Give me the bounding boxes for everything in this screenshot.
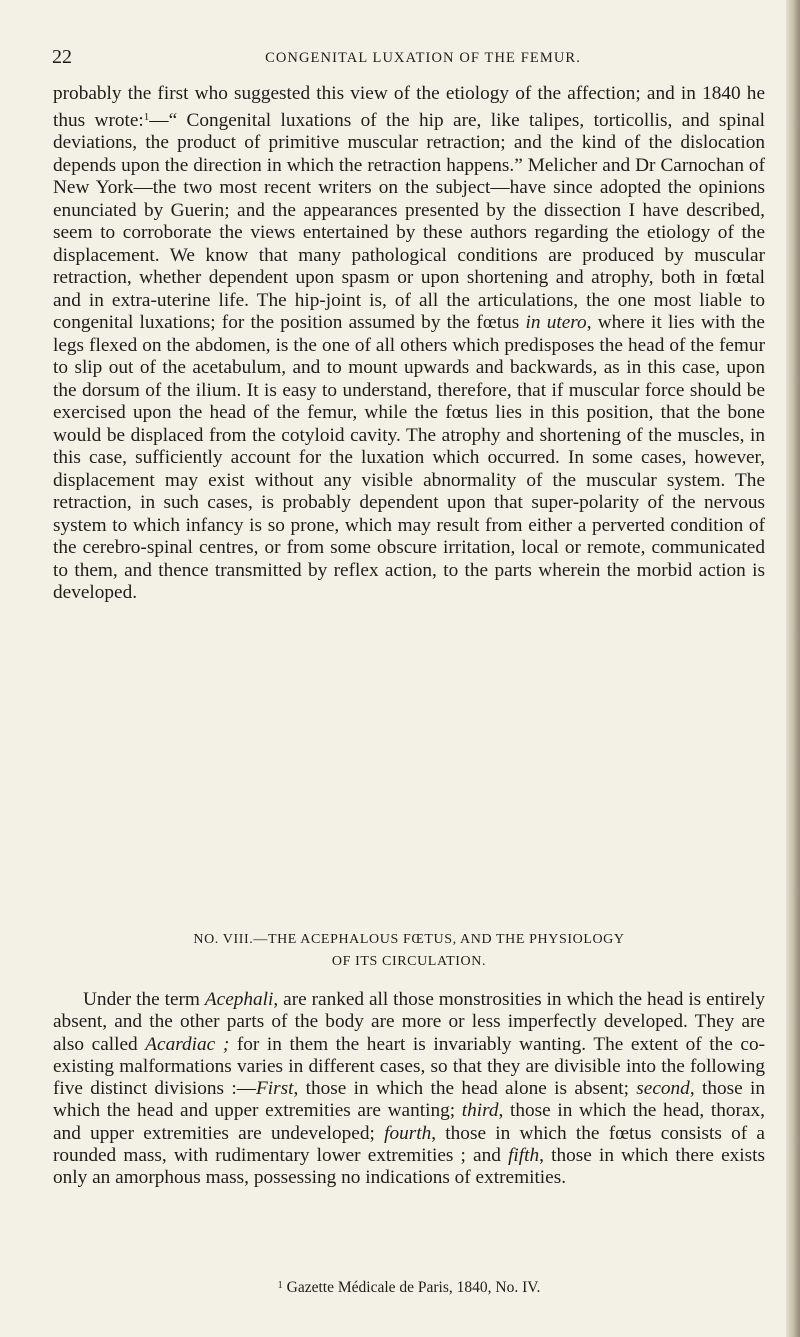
footnote	[53, 1279, 765, 1297]
text-run: Under the term	[83, 989, 205, 1010]
italic-run: First	[256, 1078, 294, 1100]
page-header	[52, 44, 774, 72]
section-heading	[53, 929, 765, 973]
footnote-ref: 1	[143, 110, 150, 123]
page-edge-shadow	[786, 0, 800, 1337]
text-run: for in them the heart is invariably wanting. The extent of the co-existing malformations varies in different cases, so that they are divisible into the following five distinct divisions :—	[53, 1033, 766, 1100]
text-run: , those in which the head and upper extremities are wanting;	[53, 1078, 765, 1122]
paragraph-acephali	[53, 989, 765, 1190]
body-text-bottom	[53, 989, 765, 1190]
italic-run: Acephali	[204, 989, 274, 1010]
text-run: , are ranked all those monstrosities in which the head is entirely absent, and the other parts of the body are more or less imperfectly developed. They are also called	[53, 989, 765, 1055]
text-run: , those in which the fœtus consists of a rounded mass, with rudimentary lower extremities ; and	[53, 1122, 765, 1167]
italic-run: in utero	[525, 312, 587, 333]
italic-run: second	[636, 1078, 690, 1100]
section-heading-line-1: NO. VIII.—THE ACEPHALOUS FŒTUS, AND THE PHYSIOLOGY	[193, 932, 625, 947]
footnote-marker: 1	[277, 1280, 283, 1291]
text-run: , those in which the head, thorax, and upper extremities are undeveloped;	[53, 1100, 765, 1144]
text-run: —“ Congenital luxations of the hip are, like talipes, torticollis, and spinal deviations, the product of primitive muscular retraction; and the kind of the dislocation depends upon the direction in which the retraction happens.” Melicher and Dr Carnochan of New York—the two most recent writers on the subject—have since adopted the opinions enunciated by Guerin; and the appearances presented by the dissection I have described, seem to corroborate the views entertained by these authors regarding the etiology of the displacement. We know that many pathological conditions are produced by muscular retraction, whether dependent upon spasm or upon shortening and atrophy, both in fœtal and in extra-uterine life. The hip-joint is, of all the articulations, the one most liable to congenital luxations; for the position assumed by the fœtus	[53, 109, 765, 333]
italic-run: Acardiac ;	[145, 1033, 230, 1055]
running-head: CONGENITAL LUXATION OF THE FEMUR.	[265, 50, 581, 66]
text-run: probably the first who suggested this view of the etiology of the affection; and in 1840 he thus wrote:	[53, 83, 765, 131]
text-run: , those in which there exists only an amorphous mass, possessing no indications of extremities.	[53, 1145, 765, 1189]
page-number: 22	[52, 46, 72, 68]
italic-run: fourth	[384, 1122, 432, 1144]
text-run: , where it lies with the legs flexed on the abdomen, is the one of all others which predisposes the head of the femur to slip out of the acetabulum, and to mount upwards and backwards, as in this case, upon the dorsum of the ilium. It is easy to understand, therefore, that if muscular force should be exercised upon the head of the femur, while the fœtus lies in this position, that the bone would be displaced from the cotyloid cavity. The atrophy and shortening of the muscles, in this case, sufficiently account for the luxation which occurred. In some cases, however, displacement may exist without any visible abnormality of the muscular system. The retraction, in such cases, is probably dependent upon that super-polarity of the nervous system to which infancy is so prone, which may result from either a perverted condition of the cerebro-spinal centres, or from some obscure irritation, local or remote, communicated to them, and thence transmitted by reflex action, to the parts wherein the morbid action is developed.	[53, 312, 765, 603]
italic-run: third	[461, 1100, 499, 1122]
paragraph-etiology	[53, 83, 765, 605]
italic-run: fifth	[508, 1145, 540, 1167]
footnote-text: Gazette Médicale de Paris, 1840, No. IV.	[286, 1279, 541, 1296]
text-run: , those in which the head alone is absent;	[293, 1078, 637, 1100]
section-heading-line-2: OF ITS CIRCULATION.	[331, 954, 487, 969]
body-text-top	[53, 83, 765, 605]
